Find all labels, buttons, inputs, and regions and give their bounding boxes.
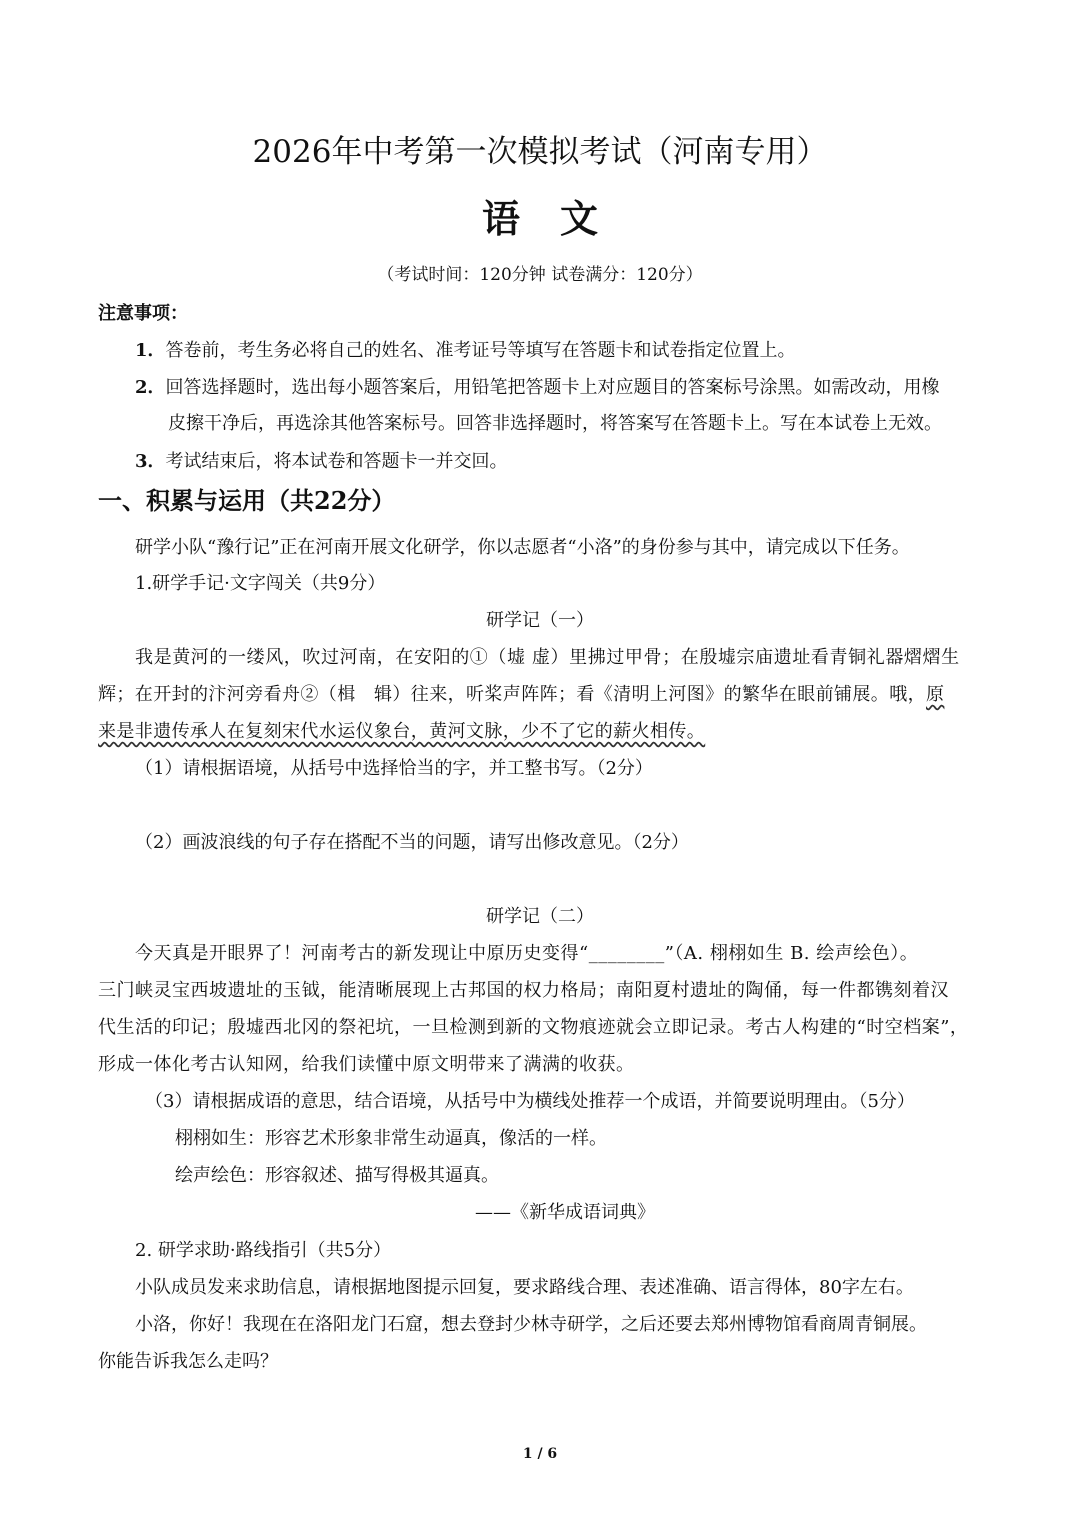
notice-heading: 注意事项： xyxy=(98,303,188,324)
wavy-sentence: 来是非遗传承人在复刻宋代水运仪象台，黄河文脉，少不了它的薪火相传。 xyxy=(98,721,706,742)
note-1-title: 研学记（一） xyxy=(486,610,594,631)
notice-num: 1． xyxy=(135,340,166,361)
idiom-definition: 栩栩如生：形容艺术形象非常生动逼真，像活的一样。 xyxy=(175,1128,607,1149)
section-intro: 研学小队“豫行记”正在河南开展文化研学，你以志愿者“小洛”的身份参与其中，请完成以下任务。 xyxy=(135,537,910,558)
page-number: 1 / 6 xyxy=(522,1446,558,1462)
notice-item-1 xyxy=(135,339,796,363)
sub-question-2: （2）画波浪线的句子存在搭配不当的问题，请写出修改意见。（2分） xyxy=(135,832,689,853)
note-1-line: 我是黄河的一缕风，吹过河南，在安阳的①（墟 虚）里拂过甲骨；在殷墟宗庙遗址看青铜礼器熠熠生 xyxy=(135,647,960,668)
subject-title: 语文 xyxy=(481,196,638,241)
notice-text: 考试结束后，将本试卷和答题卡一并交回。 xyxy=(165,451,508,472)
idiom-definition: 绘声绘色：形容叙述、描写得极其逼真。 xyxy=(175,1165,499,1186)
sub-question-3: （3）请根据成语的意思，结合语境，从括号中为横线处推荐一个成语，并简要说明理由。（5分） xyxy=(145,1091,915,1112)
exam-title: 2026年中考第一次模拟考试（河南专用） xyxy=(252,134,828,170)
note-2-line: 今天真是开眼界了！河南考古的新发现让中原历史变得“________”（A. 栩栩如生 B. 绘声绘色）。 xyxy=(135,943,919,964)
note-2-line: 三门峡灵宝西坡遗址的玉钺，能清晰展现上古邦国的权力格局；南阳夏村遗址的陶俑，每一件都镌刻着汉 xyxy=(98,980,949,1001)
question-2-prompt: 小队成员发来求助信息，请根据地图提示回复，要求路线合理、表述准确、语言得体，80字左右。 xyxy=(135,1277,914,1298)
question-2-message: 小洛，你好！我现在在洛阳龙门石窟，想去登封少林寺研学，之后还要去郑州博物馆看商周青铜展。 xyxy=(135,1314,927,1335)
question-1-title: 1.研学手记·文字闯关（共9分） xyxy=(135,573,386,594)
notice-item-3 xyxy=(135,450,508,474)
note-2-line: 代生活的印记；殷墟西北冈的祭祀坑，一旦检测到新的文物痕迹就会立即记录。考古人构建的“时空档案”， xyxy=(98,1017,969,1038)
notice-num: 3． xyxy=(135,451,166,472)
wavy-sentence: 原 xyxy=(926,684,945,705)
note-2-line: 形成一体化考古认知网，给我们读懂中原文明带来了满满的收获。 xyxy=(98,1054,635,1075)
question-2-title: 2. 研学求助·路线指引（共5分） xyxy=(135,1240,392,1261)
section-heading: 一、积累与运用（共22分） xyxy=(98,486,396,515)
notice-text: 回答选择题时，选出每小题答案后，用铅笔把答题卡上对应题目的答案标号涂黑。如需改动，用橡 xyxy=(165,377,940,398)
question-2-message: 你能告诉我怎么走吗？ xyxy=(98,1351,278,1372)
dictionary-source: ——《新华成语词典》 xyxy=(475,1202,655,1223)
note-2-title: 研学记（二） xyxy=(486,906,594,927)
note-1-text: 辉；在开封的汴河旁看舟②（楫 辑）往来，听桨声阵阵；看《清明上河图》的繁华在眼前铺展。哦， xyxy=(98,684,926,705)
sub-question-1: （1）请根据语境，从括号中选择恰当的字，并工整书写。（2分） xyxy=(135,758,653,779)
notice-item-2-cont: 皮擦干净后，再选涂其他答案标号。回答非选择题时，将答案写在答题卡上。写在本试卷上无效。 xyxy=(168,413,942,434)
exam-info: （考试时间：120分钟 试卷满分：120分） xyxy=(377,265,703,285)
notice-item-2 xyxy=(135,376,940,400)
note-1-line xyxy=(98,683,944,707)
notice-num: 2． xyxy=(135,377,166,398)
notice-text: 答卷前，考生务必将自己的姓名、准考证号等填写在答题卡和试卷指定位置上。 xyxy=(165,340,796,361)
